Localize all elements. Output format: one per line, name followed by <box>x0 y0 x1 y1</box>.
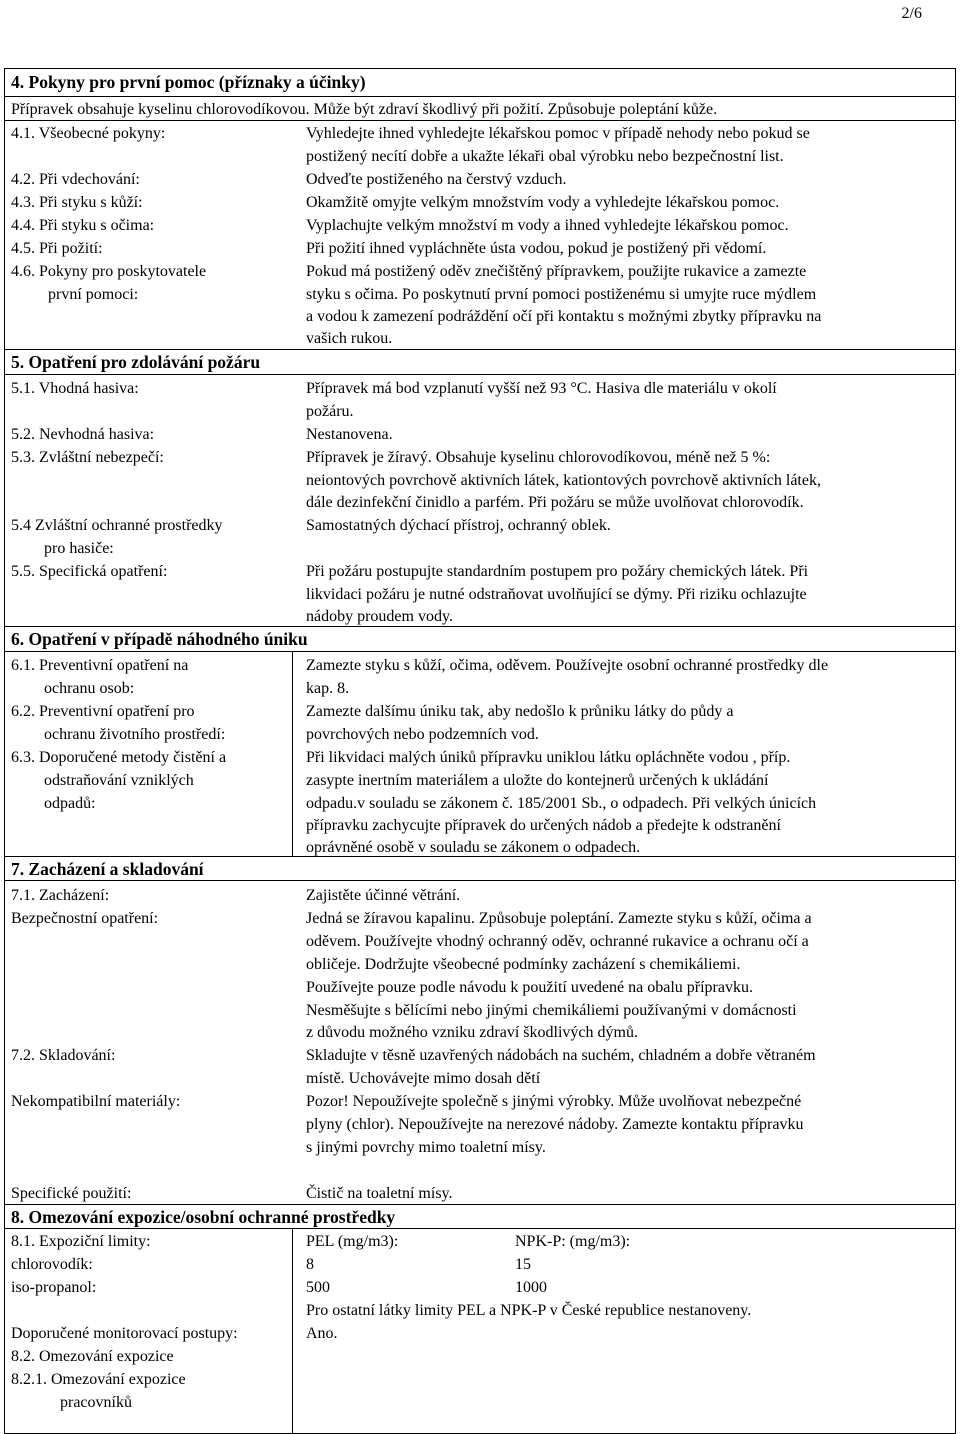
section-4-title: 4. Pokyny pro první pomoc (příznaky a účinky) <box>11 72 366 92</box>
text-5-1-line2: požáru. <box>306 403 354 420</box>
section-8-title: 8. Omezování expozice/osobní ochranné prostředky <box>11 1207 396 1227</box>
text-5-2: Nestanovena. <box>306 426 393 443</box>
text-6-3-line3: odpadu.v souladu se zákonem č. 185/2001 Sb., o odpadech. Při velkých únicích <box>306 795 817 812</box>
text-4-6-line2: styku s očima. Po poskytnutí první pomoci postiženému si umyjte ruce mýdlem <box>306 286 817 303</box>
label-4-6-line1: 4.6. Pokyny pro poskytovatele <box>11 263 207 280</box>
text-4-6-line1: Pokud má postižený oděv znečištěný přípravkem, použijte rukavice a zamezte <box>306 263 807 280</box>
label-4-1: 4.1. Všeobecné pokyny: <box>11 125 166 142</box>
label-5-5: 5.5. Specifická opatření: <box>11 563 168 580</box>
rule <box>4 374 956 375</box>
text-5-3-line1: Přípravek je žíravý. Obsahuje kyselinu chlorovodíkovou, méně než 5 %: <box>306 449 771 466</box>
label-7-2: 7.2. Skladování: <box>11 1047 116 1064</box>
substance-name: iso-propanol: <box>11 1279 97 1296</box>
text-4-1-line2: postižený necítí dobře a ukažte lékaři obal výrobku nebo bezpečnostní list. <box>306 148 784 165</box>
text-7-2-line1: Skladujte v těsně uzavřených nádobách na suchém, chladném a dobře větraném <box>306 1047 816 1064</box>
label-5-4-line1: 5.4 Zvláštní ochranné prostředky <box>11 517 223 534</box>
text-incompatible-line1: Pozor! Nepoužívejte společně s jinými výrobky. Může uvolňovat nebezpečné <box>306 1093 802 1110</box>
rule <box>4 349 956 350</box>
text-5-5-line2: likvidaci požáru je nutné odstraňovat uvolňující se dýmy. Při riziku ochlazujte <box>306 586 807 603</box>
label-monitoring: Doporučené monitorovací postupy: <box>11 1325 238 1342</box>
text-5-4: Samostatných dýchací přístroj, ochranný oblek. <box>306 517 611 534</box>
column-divider <box>292 1228 293 1433</box>
label-6-2-line1: 6.2. Preventivní opatření pro <box>11 703 195 720</box>
text-7-2-line2: místě. Uchovávejte mimo dosah dětí <box>306 1070 541 1087</box>
text-safety-line2: oděvem. Používejte vhodný ochranný oděv, ochranné rukavice a ochranu očí a <box>306 933 809 950</box>
label-7-1: 7.1. Zacházení: <box>11 887 110 904</box>
substance-pel: 500 <box>306 1279 330 1296</box>
text-monitoring: Ano. <box>306 1325 338 1342</box>
label-4-2: 4.2. Při vdechování: <box>11 171 140 188</box>
label-safety-measures: Bezpečnostní opatření: <box>11 910 159 927</box>
text-safety-line6: z důvodu možného vzniku zdraví škodlivých dýmů. <box>306 1024 638 1041</box>
text-safety-line1: Jedná se žíravou kapalinu. Způsobuje poleptání. Zamezte styku s kůží, očima a <box>306 910 812 927</box>
label-6-1-line1: 6.1. Preventivní opatření na <box>11 657 189 674</box>
rule-top <box>4 68 956 69</box>
substance-npk: 15 <box>515 1256 531 1273</box>
rule <box>4 626 956 627</box>
text-5-5-line1: Při požáru postupujte standardním postupem pro požáry chemických látek. Při <box>306 563 809 580</box>
text-6-1-line1: Zamezte styku s kůží, očima, oděvem. Používejte osobní ochranné prostředky dle <box>306 657 829 674</box>
text-6-2-line1: Zamezte dalšímu úniku tak, aby nedošlo k průniku látky do půdy a <box>306 703 734 720</box>
text-6-2-line2: povrchových nebo podzemních vod. <box>306 726 539 743</box>
label-4-5: 4.5. Při požití: <box>11 240 103 257</box>
column-divider <box>292 651 293 856</box>
text-5-5-line3: nádoby proudem vody. <box>306 608 453 625</box>
page-number: 2/6 <box>901 5 922 22</box>
column-header-npk: NPK-P: (mg/m3): <box>515 1233 631 1250</box>
label-6-2-line2: ochranu životního prostředí: <box>44 726 226 743</box>
section-4-intro: Přípravek obsahuje kyselinu chlorovodíkovou. Může být zdraví škodlivý při požití. Způsobuje poleptání kůže. <box>11 101 718 118</box>
text-6-1-line2: kap. 8. <box>306 680 350 697</box>
text-6-3-line1: Při likvidaci malých úniků přípravku uniklou látku opláchněte vodou , příp. <box>306 749 791 766</box>
substance-name: chlorovodík: <box>11 1256 93 1273</box>
text-5-1-line1: Přípravek má bod vzplanutí vyšší než 93 °C. Hasiva dle materiálu v okolí <box>306 380 777 397</box>
substance-npk: 1000 <box>515 1279 547 1296</box>
label-specific-use: Specifické použití: <box>11 1185 132 1202</box>
section-7-title: 7. Zacházení a skladování <box>11 859 204 879</box>
text-5-3-line3: dále dezinfekční činidlo a parfém. Při požáru se může uvolňovat chlorovodík. <box>306 494 804 511</box>
label-8-1: 8.1. Expoziční limity: <box>11 1233 151 1250</box>
label-incompatible: Nekompatibilní materiály: <box>11 1093 181 1110</box>
label-8-2: 8.2. Omezování expozice <box>11 1348 174 1365</box>
label-5-4-line2: pro hasiče: <box>44 540 114 557</box>
section-5-title: 5. Opatření pro zdolávání požáru <box>11 352 261 372</box>
text-safety-line4: Používejte pouze podle návodu k použití uvedené na obalu přípravku. <box>306 979 753 996</box>
text-incompatible-line2: plyny (chlor). Nepoužívejte na nerezové nádoby. Zamezte kontaktu přípravku <box>306 1116 804 1133</box>
text-4-1-line1: Vyhledejte ihned vyhledejte lékařskou pomoc v případě nehody nebo pokud se <box>306 125 810 142</box>
table-left-border <box>4 68 5 1434</box>
limits-note: Pro ostatní látky limity PEL a NPK-P v České republice nestanoveny. <box>306 1302 752 1319</box>
label-6-3-line3: odpadů: <box>44 795 96 812</box>
label-6-3-line1: 6.3. Doporučené metody čistění a <box>11 749 227 766</box>
text-incompatible-line3: s jinými povrchy mimo toaletní mísy. <box>306 1139 546 1156</box>
label-6-1-line2: ochranu osob: <box>44 680 135 697</box>
label-8-2-1-line2: pracovníků <box>60 1394 132 1411</box>
label-5-3: 5.3. Zvláštní nebezpečí: <box>11 449 164 466</box>
rule <box>4 96 956 97</box>
label-4-4: 4.4. Při styku s očima: <box>11 217 155 234</box>
text-specific-use: Čistič na toaletní mísy. <box>306 1185 453 1202</box>
text-safety-line3: obličeje. Dodržujte všeobecné podmínky zacházení s chemikáliemi. <box>306 956 741 973</box>
text-5-3-line2: neiontových povrchově aktivních látek, kationtových povrchově aktivních látek, <box>306 472 821 489</box>
text-4-2: Odveďte postiženého na čerstvý vzduch. <box>306 171 567 188</box>
label-5-2: 5.2. Nevhodná hasiva: <box>11 426 155 443</box>
rule <box>4 651 956 652</box>
rule <box>4 1204 956 1205</box>
text-6-3-line4: přípravku zachycujte přípravek do určených nádob a předejte k odstranění <box>306 817 781 834</box>
column-header-pel: PEL (mg/m3): <box>306 1233 399 1250</box>
text-6-3-line5: oprávněné osobě v souladu se zákonem o odpadech. <box>306 839 641 856</box>
label-8-2-1-line1: 8.2.1. Omezování expozice <box>11 1371 186 1388</box>
label-5-1: 5.1. Vhodná hasiva: <box>11 380 139 397</box>
label-4-6-line2: první pomoci: <box>48 286 139 303</box>
label-6-3-line2: odstraňování vzniklých <box>44 772 194 789</box>
substance-pel: 8 <box>306 1256 314 1273</box>
text-4-3: Okamžitě omyjte velkým množstvím vody a vyhledejte lékařskou pomoc. <box>306 194 780 211</box>
text-4-6-line3: a vodou k zamezení podráždění očí při kontaktu s možnými zbytky přípravku na <box>306 308 822 325</box>
section-6-title: 6. Opatření v případě náhodného úniku <box>11 629 308 649</box>
label-4-3: 4.3. Při styku s kůží: <box>11 194 143 211</box>
text-4-4: Vyplachujte velkým množství m vody a ihned vyhledejte lékařskou pomoc. <box>306 217 789 234</box>
text-4-6-line4: vašich rukou. <box>306 330 393 347</box>
text-6-3-line2: zasypte inertním materiálem a uložte do kontejnerů určených k ukládání <box>306 772 769 789</box>
table-right-border <box>955 68 956 1434</box>
text-safety-line5: Nesměšujte s bělícími nebo jinými chemikáliemi používanými v domácnosti <box>306 1002 797 1019</box>
text-7-1: Zajistěte účinné větrání. <box>306 887 461 904</box>
text-4-5: Při požití ihned vypláchněte ústa vodou, pokud je postižený při vědomí. <box>306 240 767 257</box>
